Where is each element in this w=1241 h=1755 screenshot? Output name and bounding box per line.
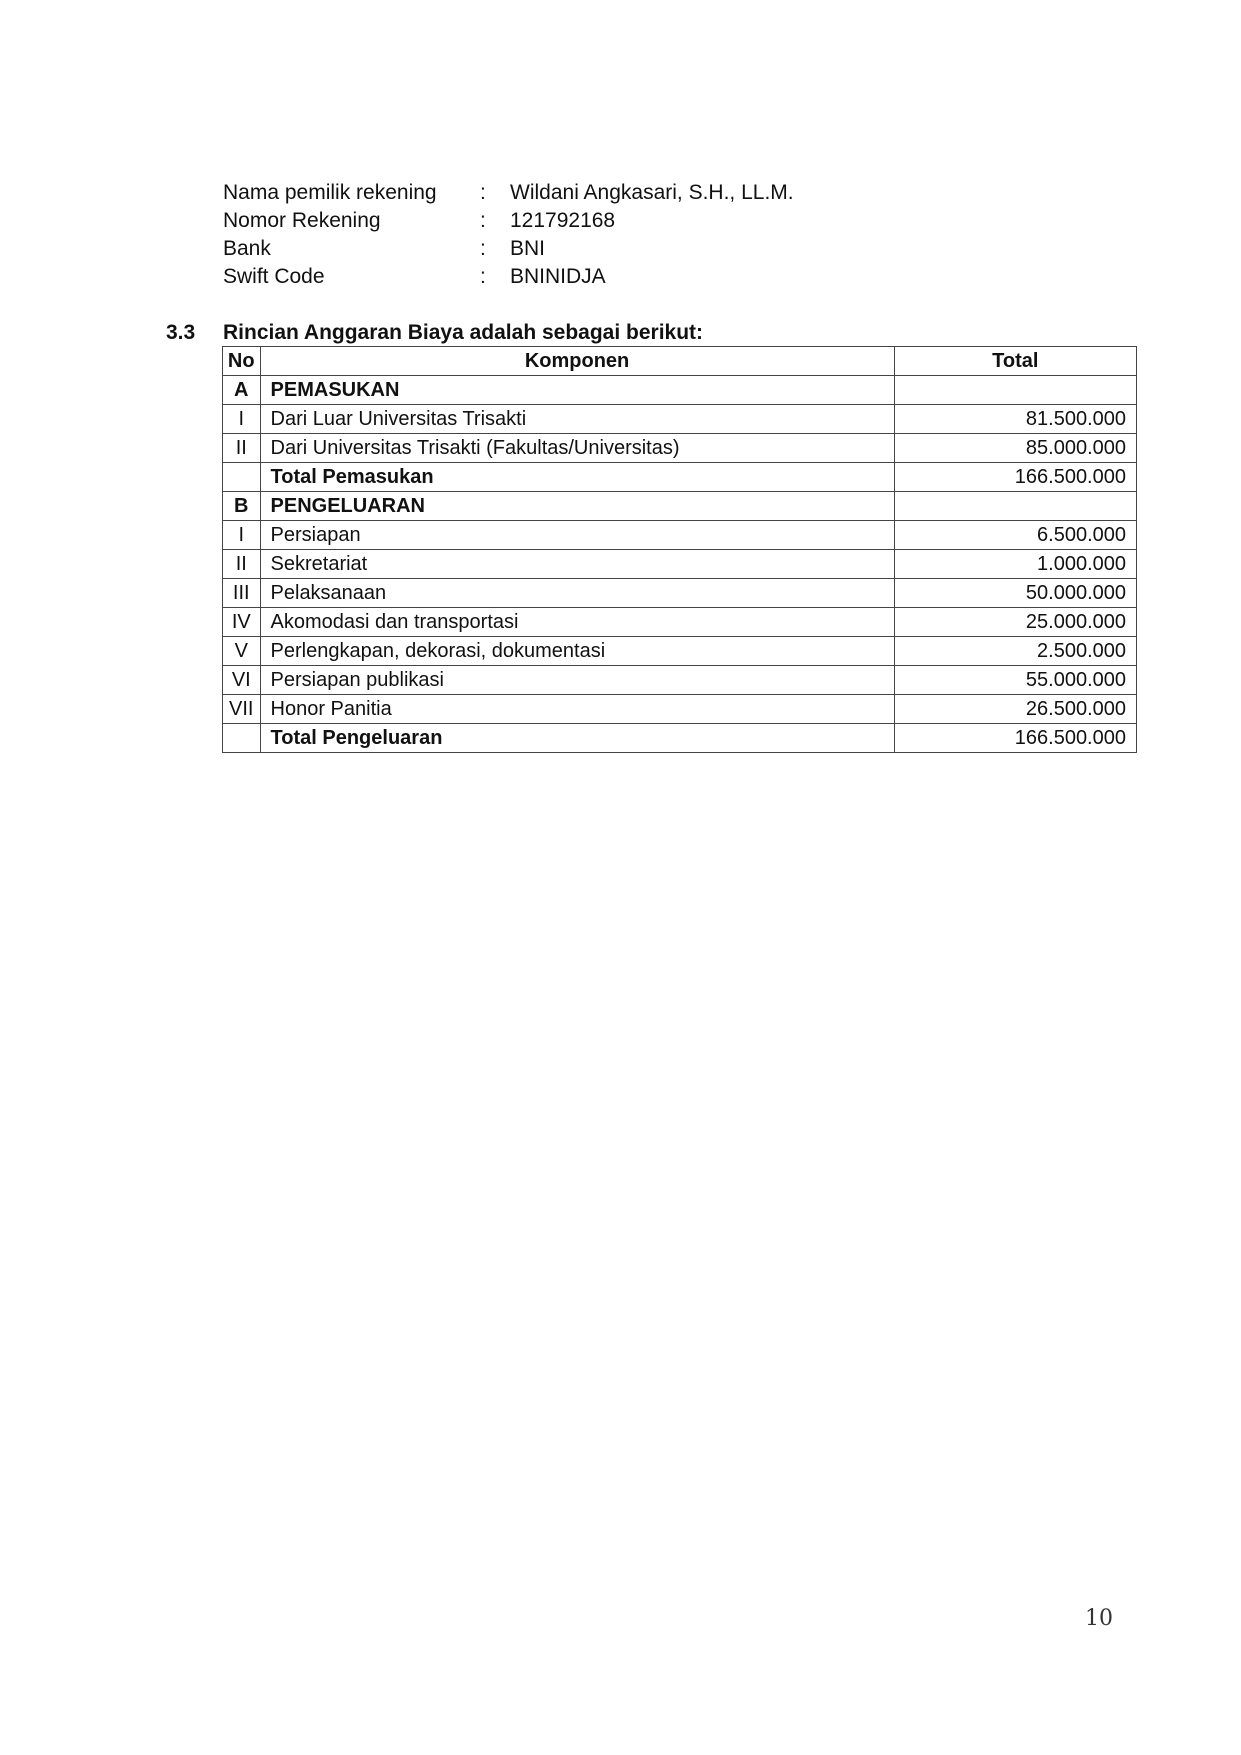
table-row — [223, 521, 1137, 550]
row-komponen: Persiapan — [260, 521, 894, 550]
row-no: III — [223, 579, 261, 608]
row-komponen: Sekretariat — [260, 550, 894, 579]
table-row-section — [223, 492, 1137, 521]
row-komponen: Pelaksanaan — [260, 579, 894, 608]
row-komponen: PENGELUARAN — [260, 492, 894, 521]
account-value: BNINIDJA — [510, 265, 606, 288]
row-komponen: Dari Luar Universitas Trisakti — [260, 405, 894, 434]
row-total: 50.000.000 — [894, 579, 1136, 608]
budget-table — [222, 346, 1137, 753]
row-komponen: Persiapan publikasi — [260, 666, 894, 695]
section-title: Rincian Anggaran Biaya adalah sebagai berikut: — [223, 321, 704, 344]
row-komponen: Total Pemasukan — [260, 463, 894, 492]
row-total: 85.000.000 — [894, 434, 1136, 463]
account-value: BNI — [510, 237, 546, 260]
account-row-bank — [223, 235, 794, 263]
page-number: 10 — [1085, 1606, 1113, 1631]
table-row — [223, 434, 1137, 463]
row-no — [223, 724, 261, 753]
row-no: VI — [223, 666, 261, 695]
row-komponen: PEMASUKAN — [260, 376, 894, 405]
account-label: Nomor Rekening — [223, 209, 381, 232]
table-header-row — [223, 347, 1137, 376]
table-row-total — [223, 463, 1137, 492]
row-total — [894, 492, 1136, 521]
row-komponen: Dari Universitas Trisakti (Fakultas/Universitas) — [260, 434, 894, 463]
row-total: 1.000.000 — [894, 550, 1136, 579]
account-row-number — [223, 207, 794, 235]
table-row — [223, 637, 1137, 666]
row-no: I — [223, 405, 261, 434]
account-separator: : — [480, 181, 486, 204]
header-no: No — [223, 347, 261, 376]
row-no: VII — [223, 695, 261, 724]
account-row-swift — [223, 263, 794, 291]
row-no: V — [223, 637, 261, 666]
table-row — [223, 666, 1137, 695]
row-no — [223, 463, 261, 492]
row-total: 6.500.000 — [894, 521, 1136, 550]
row-total: 2.500.000 — [894, 637, 1136, 666]
table-row — [223, 579, 1137, 608]
row-total: 166.500.000 — [894, 724, 1136, 753]
account-separator: : — [480, 237, 486, 260]
table-row — [223, 608, 1137, 637]
table-row — [223, 695, 1137, 724]
row-komponen: Perlengkapan, dekorasi, dokumentasi — [260, 637, 894, 666]
row-komponen: Honor Panitia — [260, 695, 894, 724]
header-total: Total — [894, 347, 1136, 376]
section-heading — [166, 320, 703, 346]
row-total — [894, 376, 1136, 405]
row-no: I — [223, 521, 261, 550]
table-row — [223, 550, 1137, 579]
row-total: 81.500.000 — [894, 405, 1136, 434]
row-no: IV — [223, 608, 261, 637]
account-separator: : — [480, 209, 486, 232]
account-info — [223, 179, 794, 291]
row-total: 26.500.000 — [894, 695, 1136, 724]
account-label: Swift Code — [223, 265, 325, 288]
account-value: 121792168 — [510, 209, 616, 232]
account-row-owner — [223, 179, 794, 207]
table-row — [223, 405, 1137, 434]
header-komponen: Komponen — [260, 347, 894, 376]
table-row-section — [223, 376, 1137, 405]
row-komponen: Total Pengeluaran — [260, 724, 894, 753]
row-total: 55.000.000 — [894, 666, 1136, 695]
account-label: Bank — [223, 237, 271, 260]
account-value: Wildani Angkasari, S.H., LL.M. — [510, 181, 794, 204]
row-komponen: Akomodasi dan transportasi — [260, 608, 894, 637]
row-no: B — [223, 492, 261, 521]
row-total: 166.500.000 — [894, 463, 1136, 492]
row-no: II — [223, 550, 261, 579]
row-total: 25.000.000 — [894, 608, 1136, 637]
row-no: A — [223, 376, 261, 405]
table-row-total — [223, 724, 1137, 753]
row-no: II — [223, 434, 261, 463]
account-separator: : — [480, 265, 486, 288]
account-label: Nama pemilik rekening — [223, 181, 437, 204]
section-number: 3.3 — [166, 321, 196, 344]
